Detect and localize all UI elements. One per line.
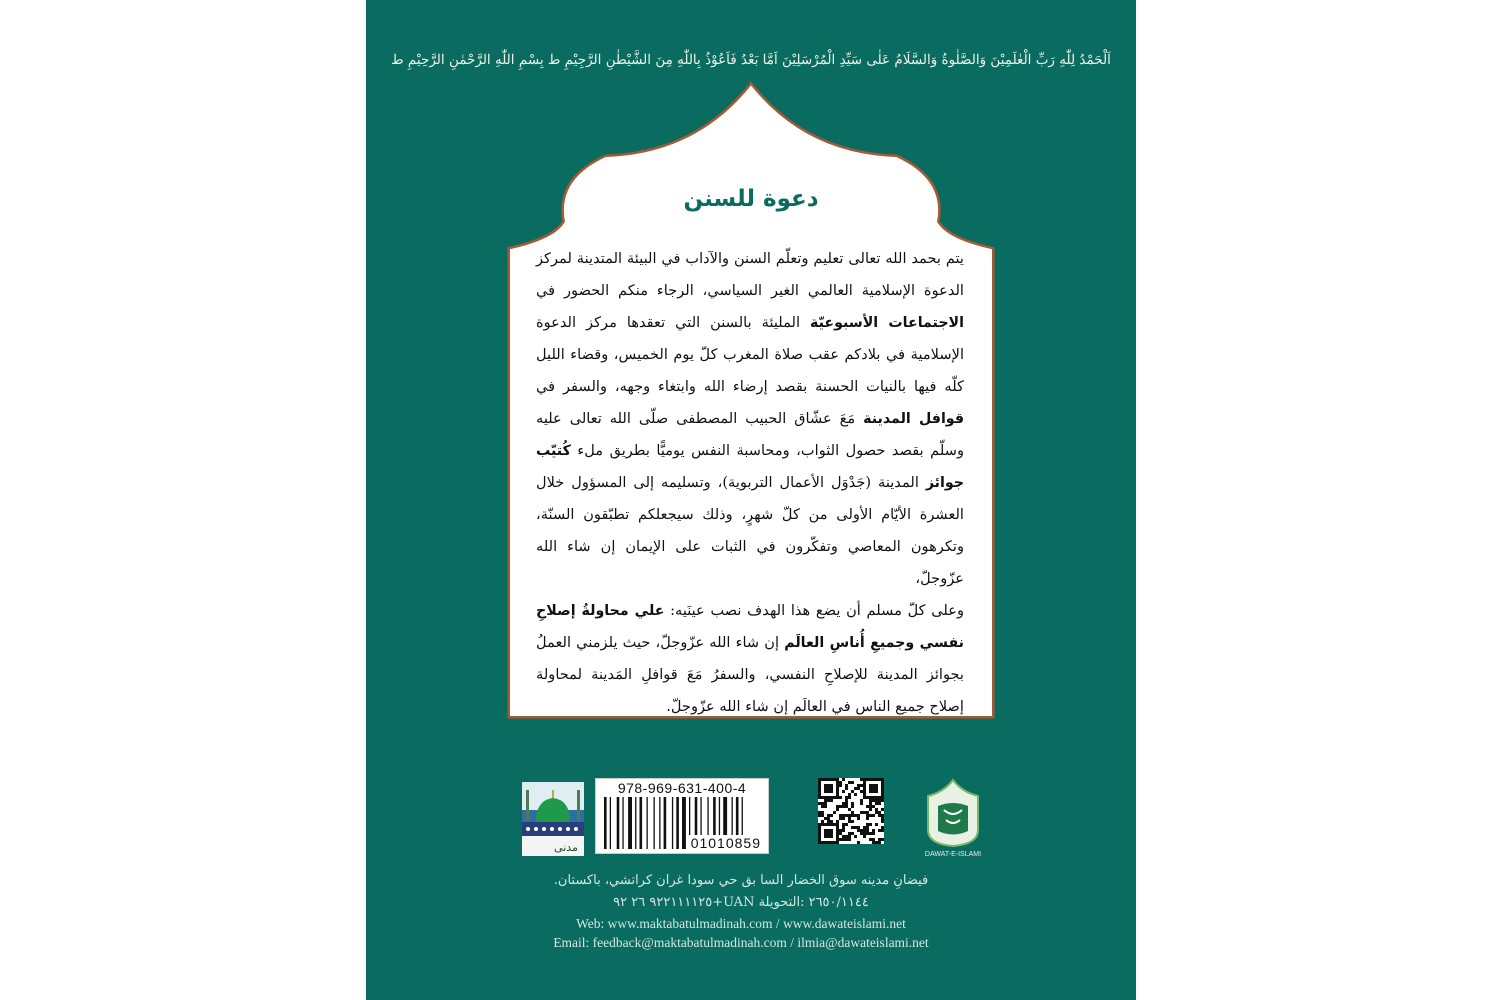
qr-code-icon [818, 778, 884, 844]
text-run: وعلى كلّ مسلم أن يضع هذا الهدف نصب عينَيه: [664, 602, 964, 619]
book-back-cover [366, 0, 1136, 1000]
text-run: يتم بحمد الله تعالى تعليم وتعلّم السنن والآداب في البيئة المتدينة لمركز الدعوة الإسلامية العالمي الغير السياسي، الرجاء منكم الحضور في [536, 250, 964, 299]
qr-code [818, 778, 884, 844]
bold-run: قوافل المدينة [863, 411, 964, 427]
barcode-number: 01010859 [688, 835, 764, 851]
green-dome-icon [522, 782, 584, 856]
isbn-barcode [595, 778, 769, 854]
footer-web: Web: www.maktabatulmadinah.com / www.dawateislami.net [576, 916, 906, 931]
body-text [536, 243, 964, 723]
logo-emblem [916, 776, 990, 858]
paragraph-1 [536, 243, 964, 595]
dawat-e-islami-logo [916, 776, 990, 858]
bismillah-header: اَلْحَمْدُ لِلّٰهِ رَبِّ الْعٰلَمِيْنَ وَالصَّلٰوةُ وَالسَّلَامُ عَلٰى سَيِّدِ الْمُرْسَلِيْنَ اَمَّا بَعْدُ فَاَعُوْذُ بِاللّٰهِ مِنَ الشَّيْطٰنِ الرَّجِيْمِ ط بِسْمِ اللّٰهِ الرَّحْمٰنِ الرَّحِيْمِ ط [391, 52, 1111, 68]
badge-caption: مدنی [554, 841, 578, 854]
paragraph-2 [536, 595, 964, 723]
footer-email: Email: feedback@maktabatulmadinah.com / ilmia@dawateislami.net [553, 935, 929, 950]
isbn-number: 978-969-631-400-4 [617, 780, 747, 796]
box-title: دعوة للسنن [683, 186, 819, 212]
footer-phone: ٢٦٥٠/١١٤٤ :التحويلة UAN+٩٢٢١١١١٢٥ ٢٦ ٩٢ [613, 895, 869, 910]
text-run: المدينة (جَدْوَل الأعمال التربوية)، وتسليمه إلى المسؤول خلال العشرة الأيّام الأولى من كلّ شهرٍ، وذلك سيجعلكم تطبّقون السنّة، وتكرهون المعاصي وتفكّرون في الثبات على الإيمان إن شاء الله عزّوجلّ، [536, 474, 964, 587]
text-run: مَعَ عشّاق الحبيب المصطفى صلّى الله تعالى عليه وسلّم بقصد حصول الثواب، ومحاسبة النفس يوميًّا بطريق ملء [536, 410, 964, 459]
publisher-footer [476, 870, 1006, 952]
text-run: المليئة بالسنن التي تعقدها مركز الدعوة الإسلامية في بلادكم عقب صلاة المغرب كلّ يوم الخميس، وقضاء الليل كلّه فيها بالنيات الحسنة بقصد إرضاء الله وابتغاء وجهه، والسفر في [536, 314, 964, 395]
bold-run: علي محاولةُ إصلاحِ نفسي وجميعِ أُناسِ العالَم [536, 603, 964, 651]
bold-run: كُتيّب جوائز [536, 443, 964, 491]
logo-caption: DAWAT-E-ISLAMI [924, 851, 982, 858]
bold-run: الاجتماعات الأسبوعيّة [810, 315, 964, 331]
footer-address: فيضانِ مدينه سوق الخضار السا بق حي سودا غران كراتشي، باكستان. [553, 873, 929, 888]
text-run: إن شاء الله عزّوجلّ، حيث يلزمني العملُ بجوائز المدينة للإصلاحِ النفسي، والسفرُ مَعَ قوافلِ المَدينة لمحاولة إصلاح جميع الناس في العالَم إن شاء الله عزّوجلّ. [536, 634, 964, 715]
madani-badge [520, 780, 586, 858]
